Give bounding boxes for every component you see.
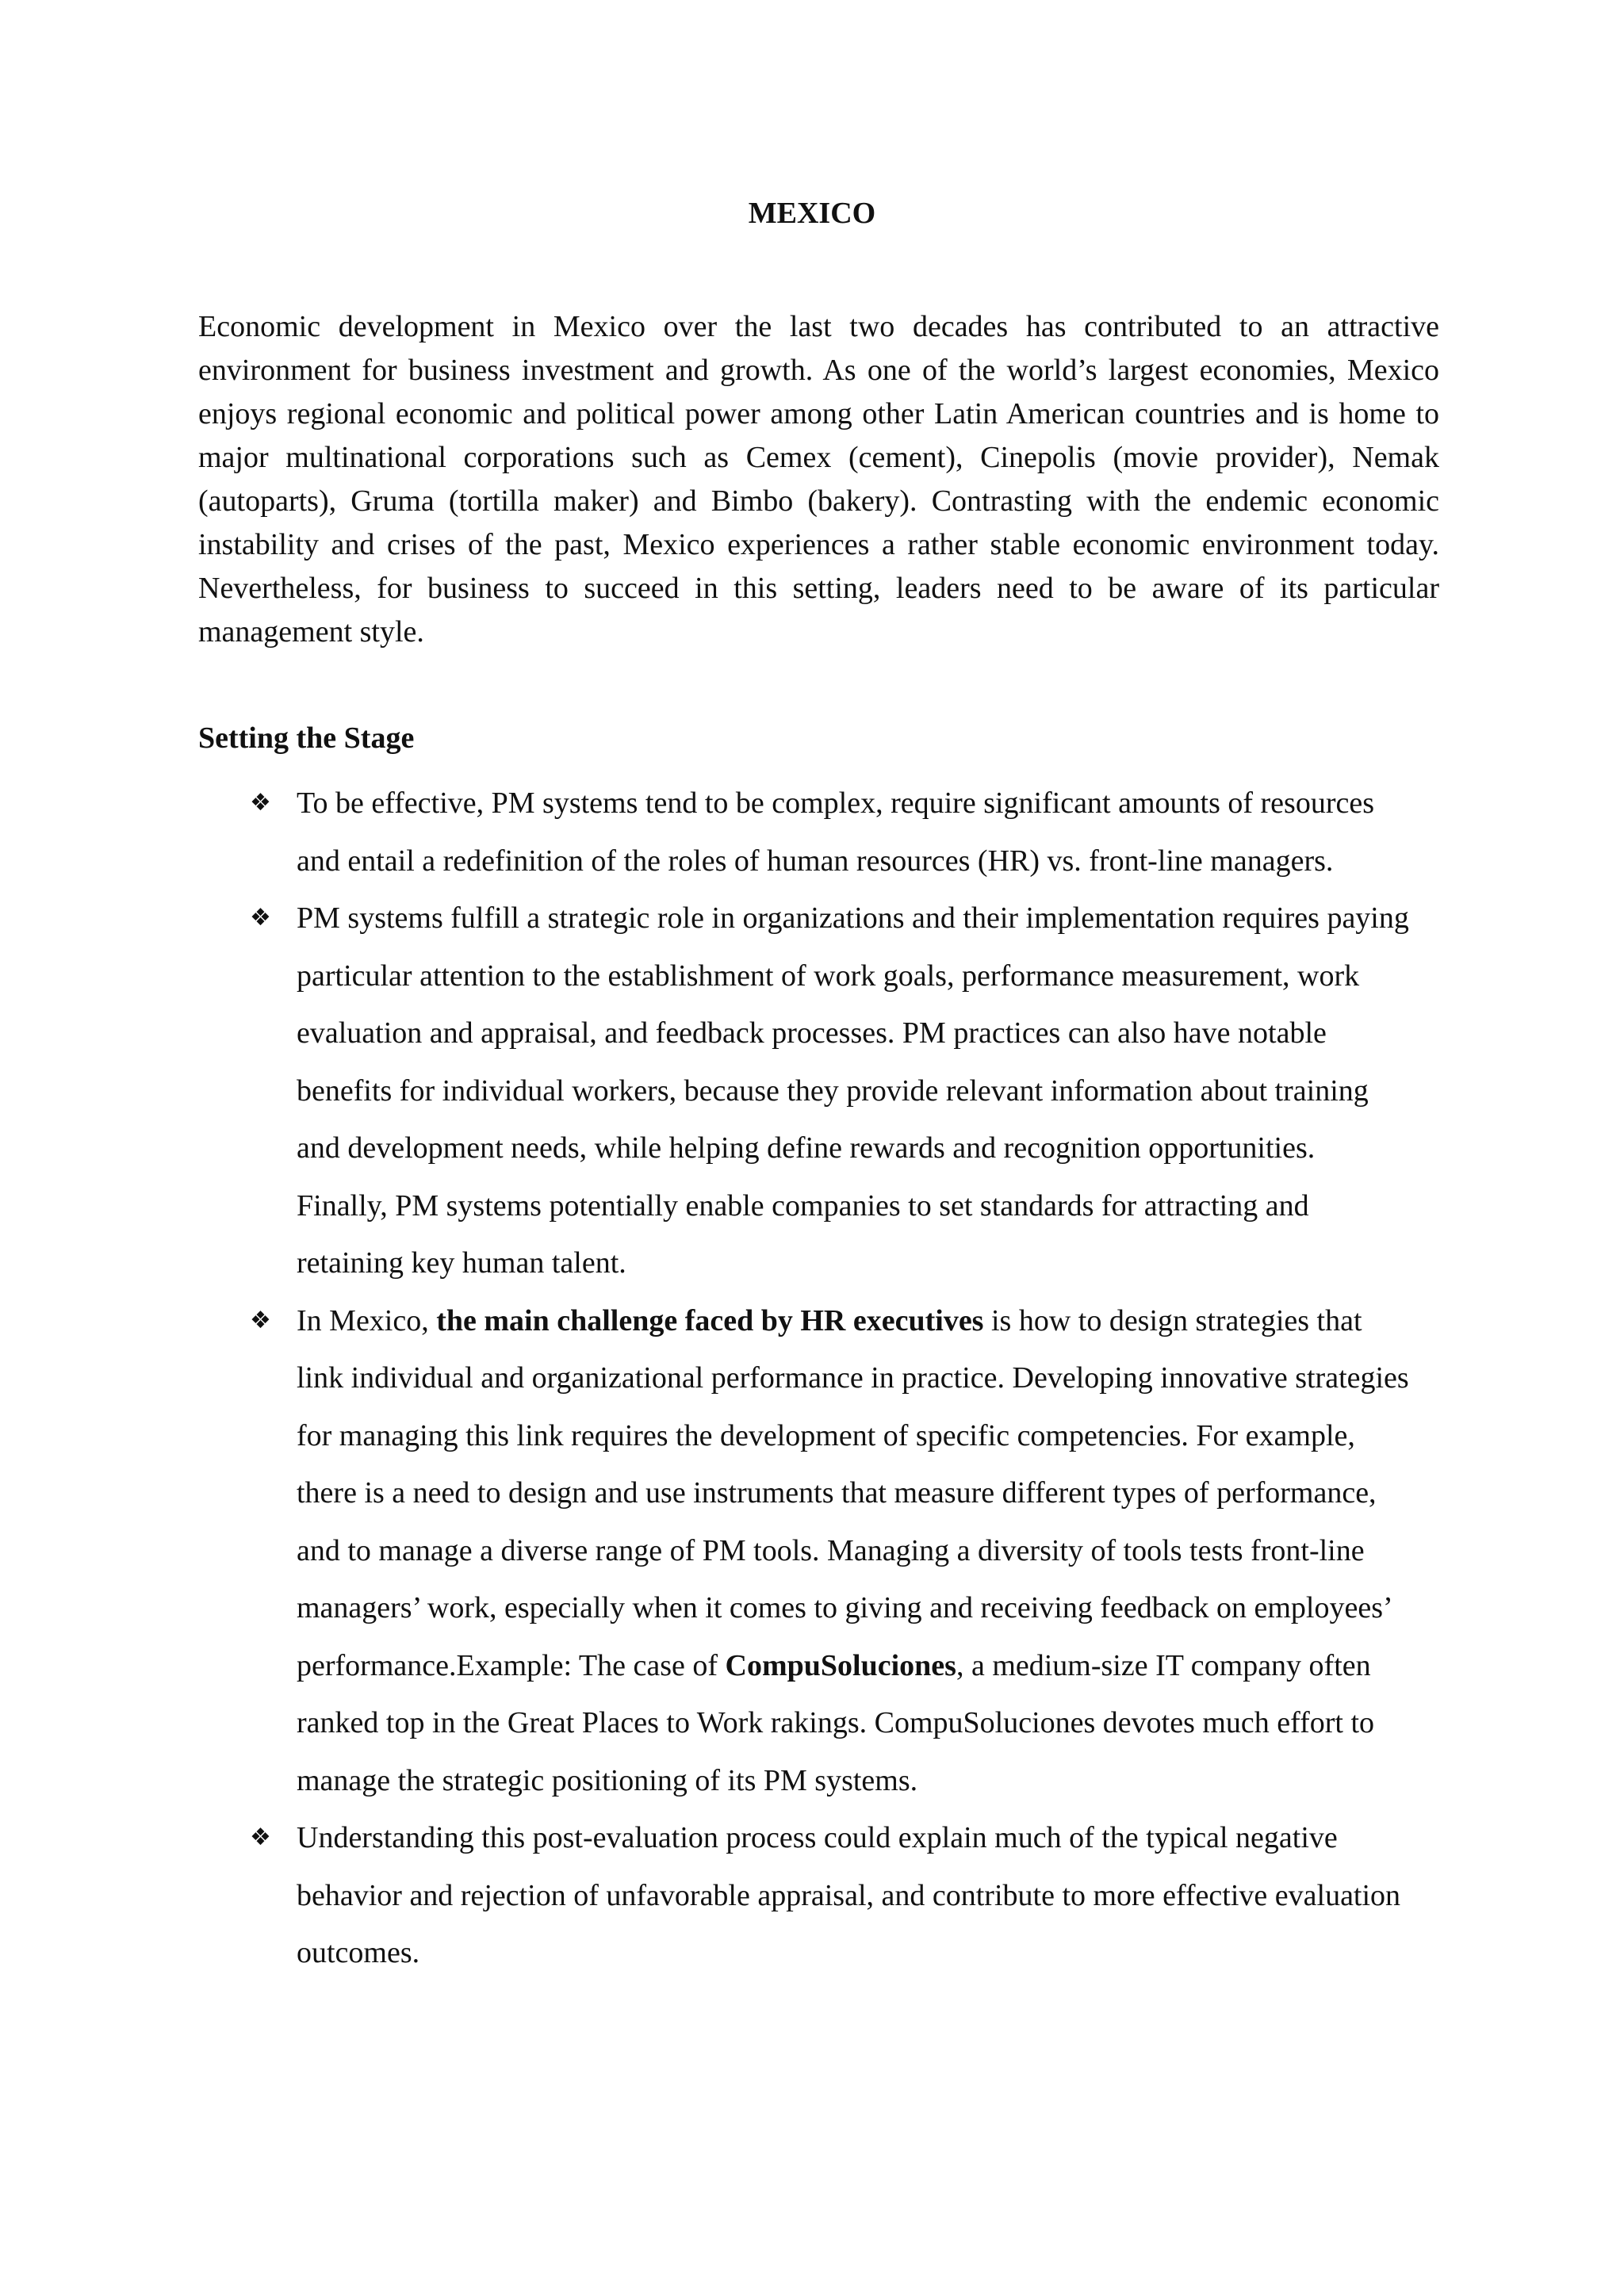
four-diamond-icon: ❖ <box>250 1306 271 1334</box>
four-diamond-icon: ❖ <box>250 789 271 817</box>
bullet-item <box>198 1809 1439 1982</box>
bullet-text: PM systems fulfill a strategic role in organizations and their implementation requires paying particular attention to the establishment of work goals, performance measurement, work evaluation and appraisal, and feedback processes. PM practices can also have notable benefits for individual workers, because they provide relevant information about training and development needs, while helping define rewards and recognition opportunities. Finally, PM systems potentially enable companies to set standards for attracting and retaining key human talent. <box>297 901 1409 1280</box>
bullet-item <box>198 1292 1439 1810</box>
section-heading: Setting the Stage <box>198 721 415 755</box>
bullet-text-prefix: In Mexico, <box>297 1303 437 1337</box>
bullet-text-middle: is how to design strategies that link individual and organizational performance in practice. Developing innovative strategies for managing this link requires the development of specific competencies. For example, there is a need to design and use instruments that measure different types of performance, and to manage a diverse range of PM tools. Managing a diversity of tools tests front-line managers’ work, especially when it comes to giving and receiving feedback on employees’ performance.Example: The case of <box>297 1303 1409 1682</box>
four-diamond-icon: ❖ <box>250 1823 271 1851</box>
company-name: CompuSoluciones <box>725 1648 956 1682</box>
bullet-item <box>198 890 1439 1292</box>
bullet-text: To be effective, PM systems tend to be complex, require significant amounts of resources and entail a redefinition of the roles of human resources (HR) vs. front-line managers. <box>297 786 1375 878</box>
bullet-text: Understanding this post-evaluation process could explain much of the typical negative behavior and rejection of unfavorable appraisal, and contribute to more effective evaluation outcomes. <box>297 1821 1401 1969</box>
intro-paragraph: Economic development in Mexico over the last two decades has contributed to an attractive environment for business investment and growth. As one of the world’s largest economies, Mexico enjoys regional economic and political power among other Latin American countries and is home to major multinational corporations such as Cemex (cement), Cinepolis (movie provider), Nemak (autoparts), Gruma (tortilla maker) and Bimbo (bakery). Contrasting with the endemic economic instability and crises of the past, Mexico experiences a rather stable economic environment today. Nevertheless, for business to succeed in this setting, leaders need to be aware of its particular management style. <box>198 310 1439 649</box>
bullet-text <box>297 1292 1411 1810</box>
bullet-text-suffix: , a medium-size IT company often ranked top in the Great Places to Work rakings. CompuSoluciones devotes much effort to manage the strategic positioning of its PM systems. <box>297 1648 1375 1797</box>
four-diamond-icon: ❖ <box>250 904 271 932</box>
bullet-text-emphasis: the main challenge faced by HR executives <box>436 1303 984 1337</box>
bullet-item <box>198 775 1439 890</box>
bullet-list <box>198 775 1439 1982</box>
page-title: MEXICO <box>748 197 876 230</box>
